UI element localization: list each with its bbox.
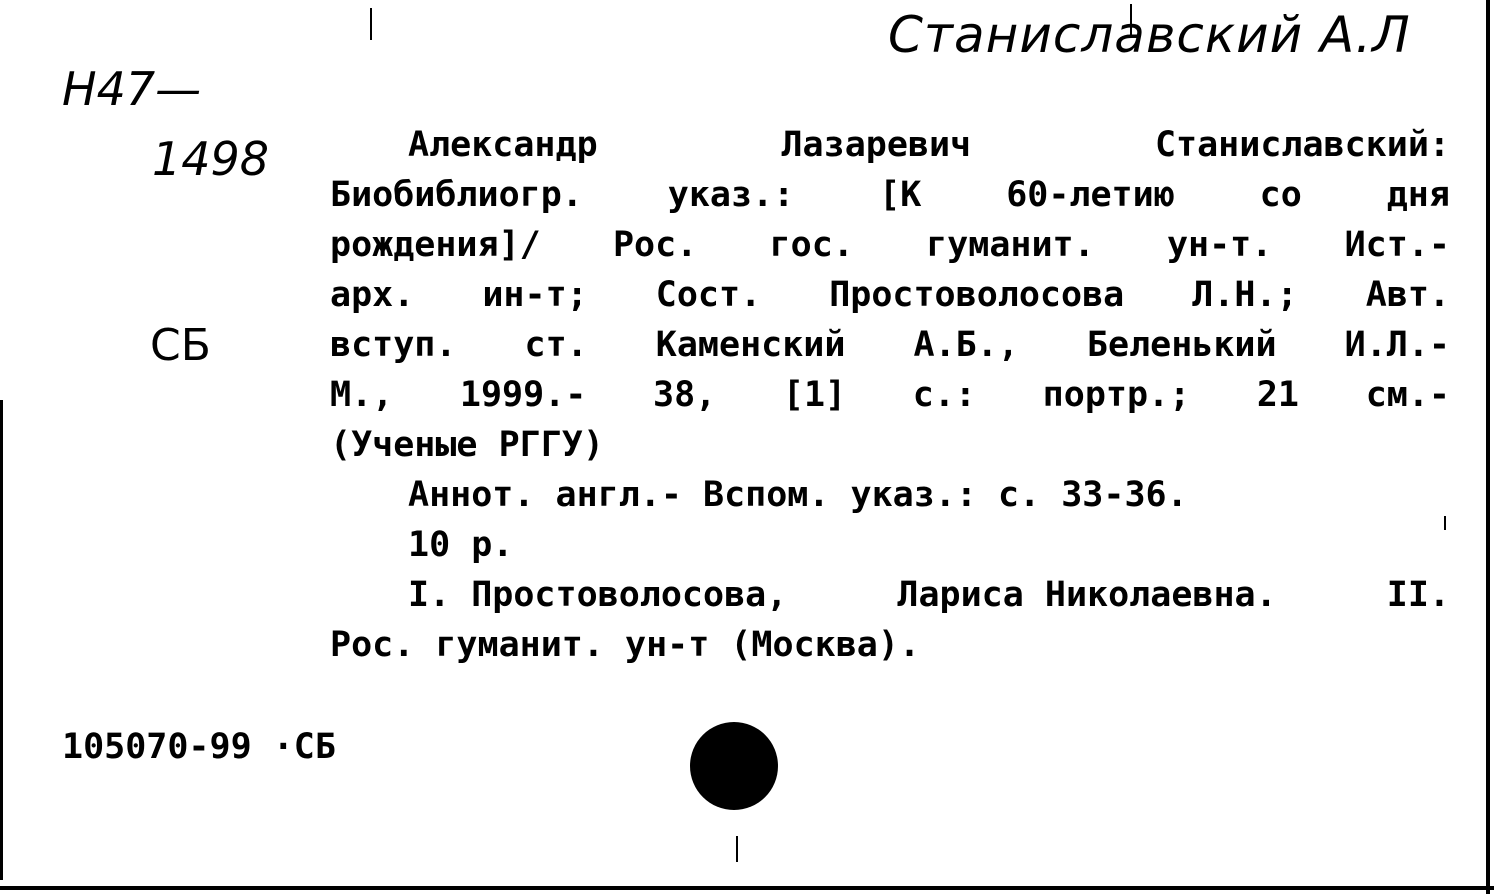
description-line-6: М., 1999.- 38, [1] с.: портр.; 21 см.- <box>330 375 1450 415</box>
card-edge-left <box>0 400 3 880</box>
handwritten-author-heading: Станиславский А.Л <box>888 6 1411 64</box>
scan-mark <box>736 836 738 862</box>
description-line-11: Рос. гуманит. ун-т (Москва). <box>330 625 921 665</box>
description-line-2: Биобиблиогр. указ.: [К 60-летию со дня <box>330 175 1450 215</box>
scan-mark <box>370 8 372 40</box>
description-line-5: вступ. ст. Каменский А.Б., Беленький И.Л.- <box>330 325 1450 365</box>
description-line-10: I. Простоволосова, Лариса Николаевна. II. <box>408 575 1450 615</box>
handwritten-shelfmark-line2: 1498 <box>152 132 270 186</box>
punch-hole <box>690 722 778 810</box>
handwritten-shelfmark-line1: Н47— <box>62 62 202 116</box>
description-line-8: Аннот. англ.- Вспом. указ.: с. 33-36. <box>408 475 1188 515</box>
card-edge-right <box>1486 0 1490 894</box>
description-line-7: (Ученые РГГУ) <box>330 425 604 465</box>
description-line-4: арх. ин-т; Сост. Простоволосова Л.Н.; Авт. <box>330 275 1450 315</box>
card-edge-bottom <box>0 886 1494 890</box>
description-line-3: рождения]/ Рос. гос. гуманит. ун-т. Ист.- <box>330 225 1450 265</box>
description-line-9: 10 р. <box>408 525 514 565</box>
description-line-1: Александр Лазаревич Станиславский: <box>408 125 1450 165</box>
accession-number: 105070-99 ·СБ <box>62 727 336 767</box>
handwritten-collection-mark: СБ <box>150 320 211 371</box>
